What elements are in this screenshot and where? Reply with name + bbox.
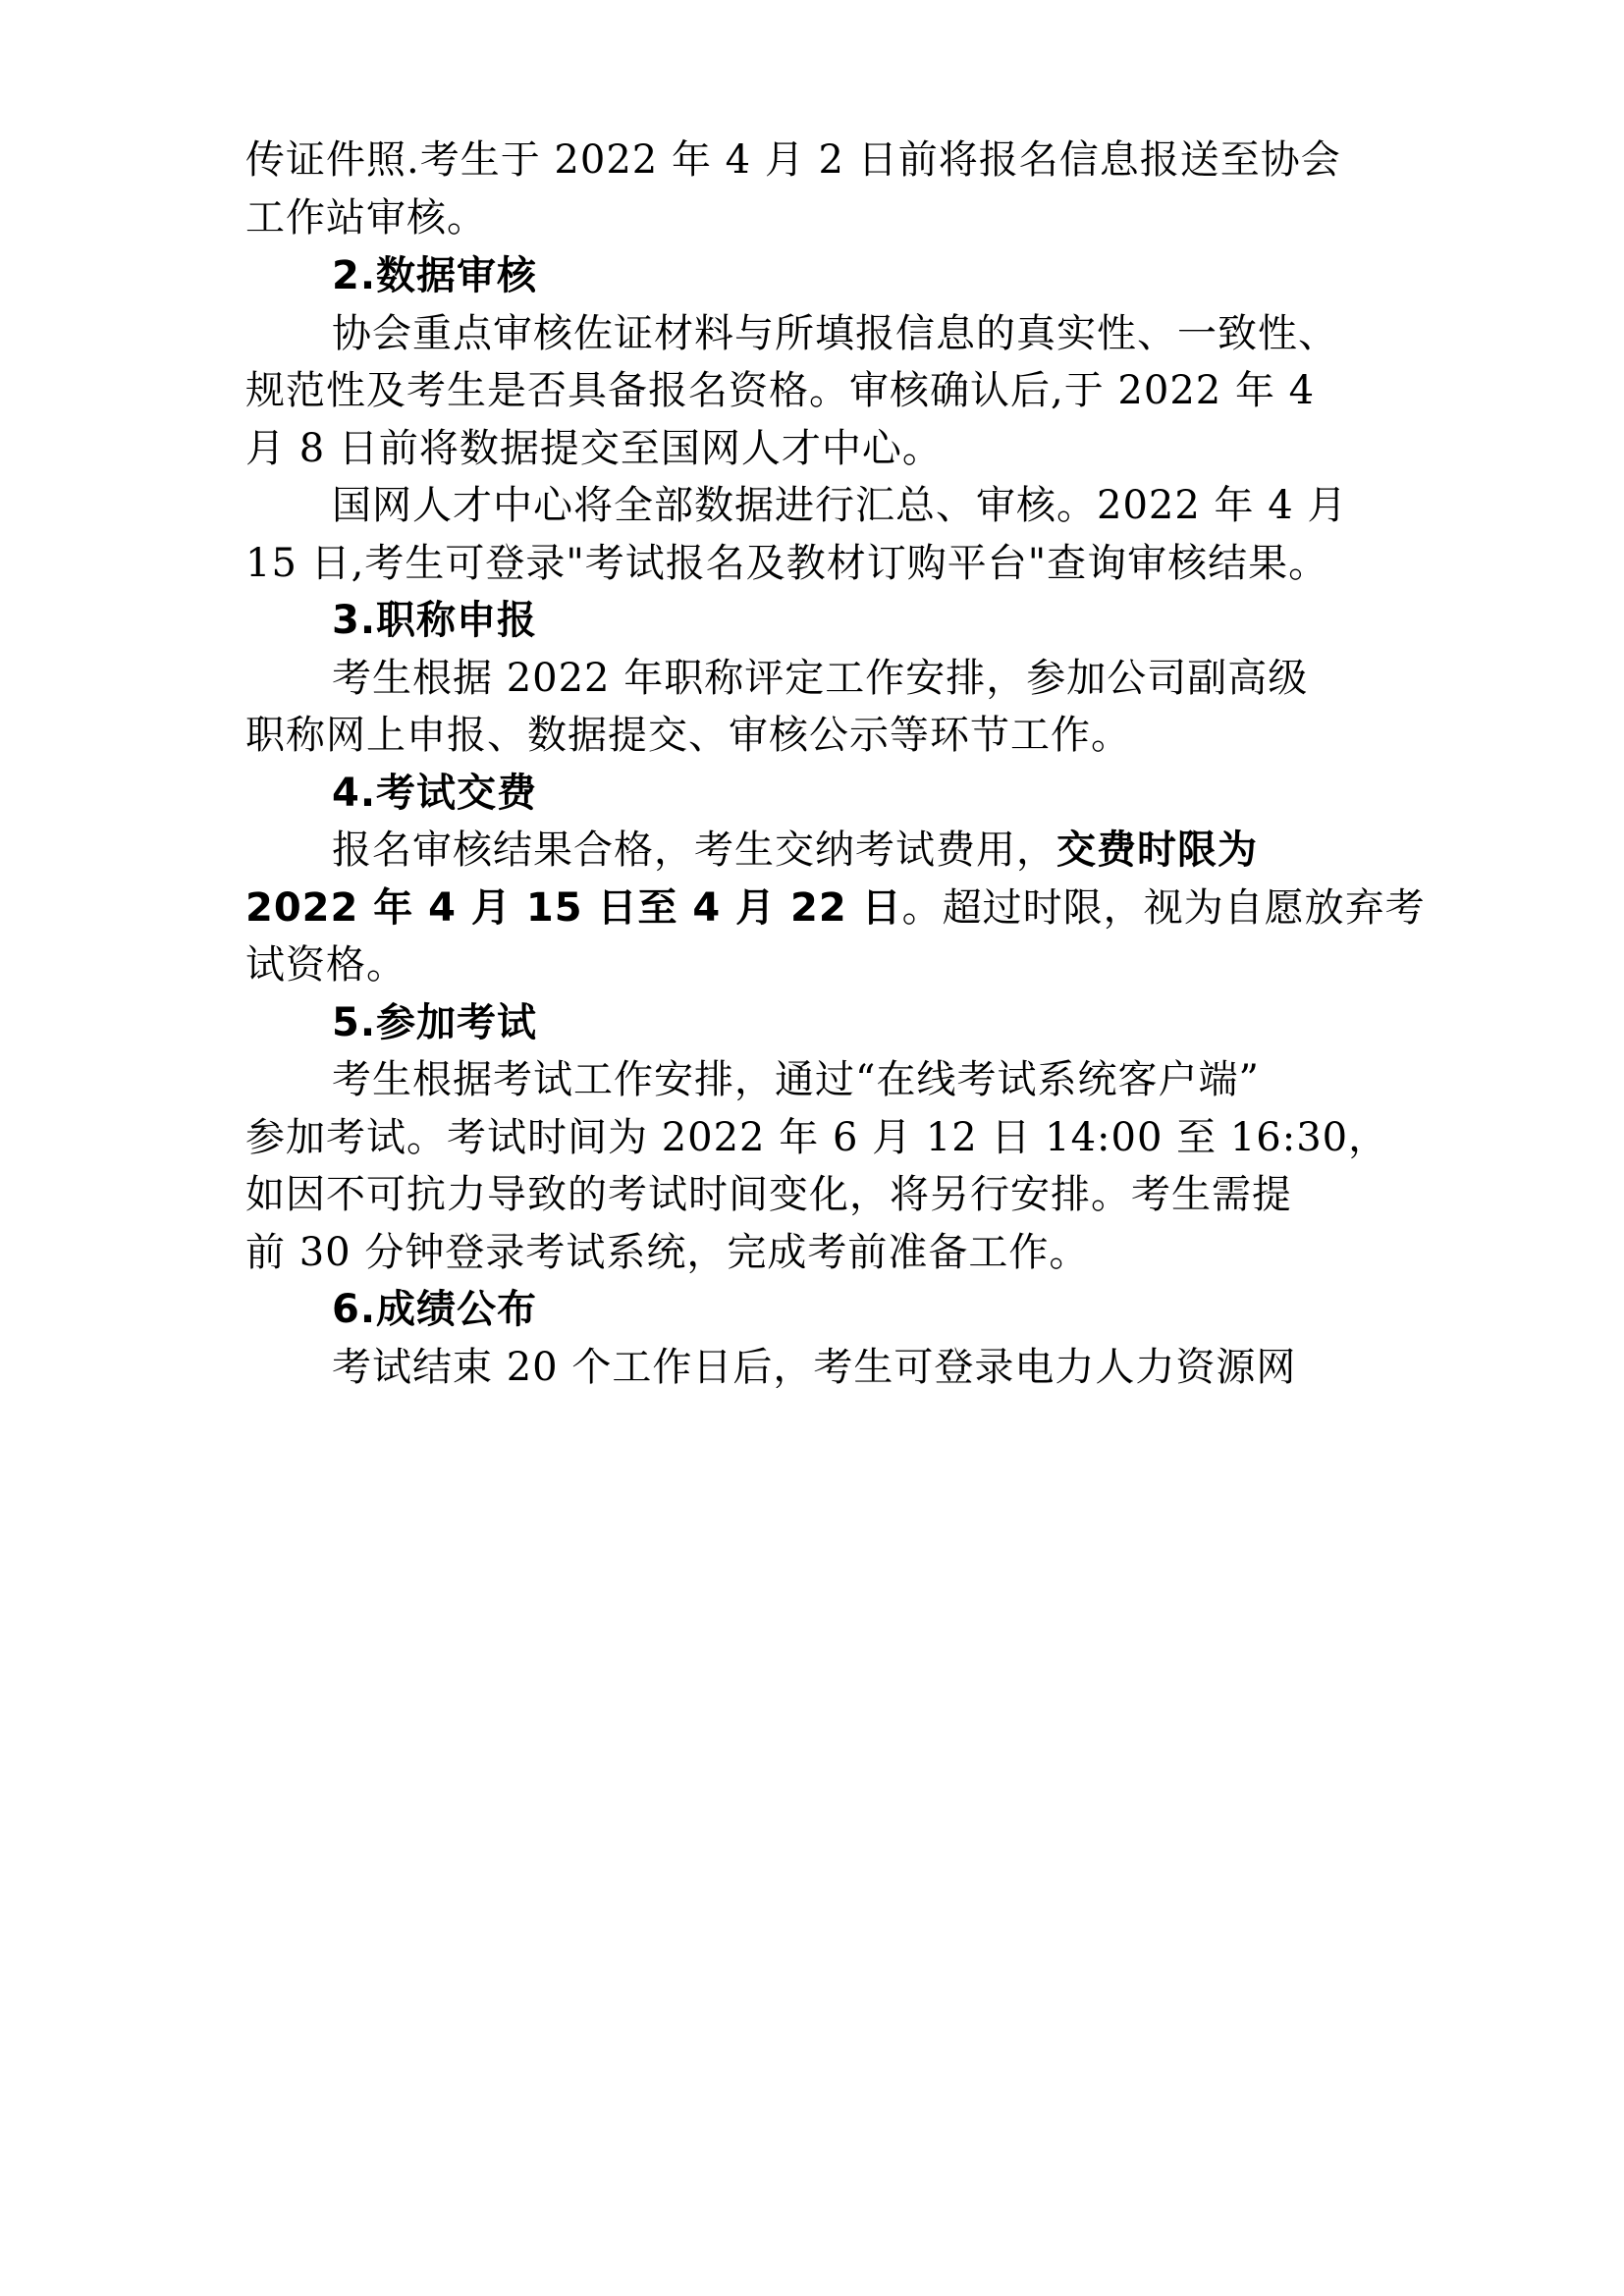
paragraph-line-4: 规范性及考生是否具备报名资格。审核确认后,于 2022 年 4 [245,368,1316,413]
section-heading-data-review: 2.数据审核 [332,253,538,298]
paragraph-line-8: 考生根据 2022 年职称评定工作安排，参加公司副高级 [332,656,1309,701]
paragraph-line-5: 月 8 日前将数据提交至国网人才中心。 [245,426,943,471]
paragraph-line-17: 考试结束 20 个工作日后，考生可登录电力人力资源网 [332,1345,1297,1390]
paragraph-line-10 [332,826,1404,875]
paragraph-line-3: 协会重点审核佐证材料与所填报信息的真实性、一致性、 [332,311,1338,356]
paragraph-line-2: 工作站审核。 [245,195,487,240]
paragraph-line-1: 传证件照.考生于 2022 年 4 月 2 日前将报名信息报送至协会 [245,137,1341,183]
section-heading-title-declaration: 3.职称申报 [332,598,538,643]
fee-dates-bold: 2022 年 4 月 15 日至 4 月 22 日 [245,885,902,931]
section-heading-take-exam: 5.参加考试 [332,1000,538,1045]
paragraph-line-7: 15 日,考生可登录"考试报名及教材订购平台"查询审核结果。 [245,541,1329,586]
fee-sentence-tail: 。超过时限，视为自愿放弃考 [901,885,1426,931]
section-heading-score-release: 6.成绩公布 [332,1287,538,1332]
paragraph-line-15: 如因不可抗力导致的考试时间变化，将另行安排。考生需提 [245,1172,1292,1217]
paragraph-line-14: 参加考试。考试时间为 2022 年 6 月 12 日 14:00 至 16:30， [245,1115,1389,1160]
section-heading-exam-fee: 4.考试交费 [332,771,538,816]
paragraph-line-13: 考生根据考试工作安排，通过“在线考试系统客户端” [332,1057,1260,1102]
paragraph-line-6: 国网人才中心将全部数据进行汇总、审核。2022 年 4 月 [332,483,1348,528]
paragraph-line-12: 试资格。 [245,942,406,988]
fee-sentence-normal: 报名审核结果合格，考生交纳考试费用， [332,828,1056,873]
paragraph-line-16: 前 30 分钟登录考试系统，完成考前准备工作。 [245,1230,1090,1275]
fee-deadline-bold: 交费时限为 [1056,828,1258,873]
paragraph-line-9: 职称网上申报、数据提交、审核公示等环节工作。 [245,713,1131,758]
paragraph-line-11 [245,883,1426,933]
